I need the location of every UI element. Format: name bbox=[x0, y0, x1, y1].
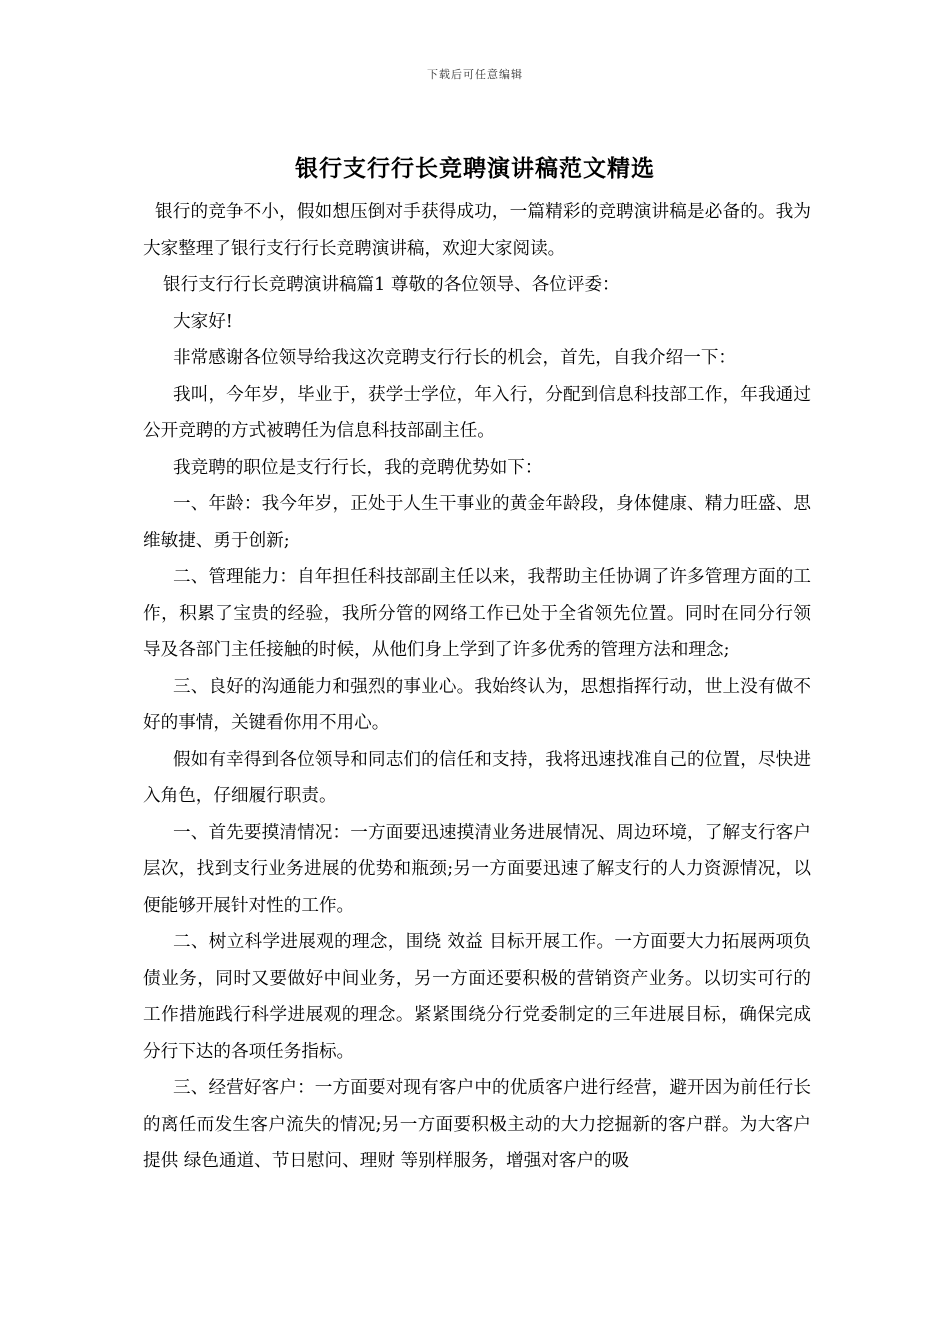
paragraph-plan-two: 二、树立科学进展观的理念，围绕 效益 目标开展工作。一方面要大力拓展两项负债业务，同时又要做好中间业务，另一方面还要积极的营销资产业务。以切实可行的工作措施践行科学进展观的理念。紧紧围绕分行党委制定的三年进展目标，确保完成分行下达的各项任务指标。 bbox=[143, 932, 811, 1062]
paragraph-advantage-age: 一、年龄：我今年岁，正处于人生干事业的黄金年龄段，身体健康、精力旺盛、思维敏捷、勇于创新; bbox=[143, 494, 811, 551]
paragraph-advantage-communication: 三、良好的沟通能力和强烈的事业心。我始终认为，思想指挥行动，世上没有做不好的事情，关键看你用不用心。 bbox=[143, 676, 811, 733]
paragraph-position: 我竞聘的职位是支行行长，我的竞聘优势如下： bbox=[173, 457, 543, 478]
paragraph-commitment: 假如有幸得到各位领导和同志们的信任和支持，我将迅速找准自己的位置，尽快进入角色，仔细履行职责。 bbox=[143, 749, 811, 806]
document-body bbox=[143, 194, 811, 1180]
paragraph-speech-heading: 银行支行行长竞聘演讲稿篇1 尊敬的各位领导、各位评委： bbox=[163, 275, 620, 295]
paragraph-greeting: 大家好! bbox=[173, 311, 233, 332]
paragraph-thanks: 非常感谢各位领导给我这次竞聘支行行长的机会，首先，自我介绍一下： bbox=[173, 348, 737, 368]
header-note: 下载后可任意编辑 bbox=[427, 68, 523, 81]
paragraph-plan-one: 一、首先要摸清情况：一方面要迅速摸清业务进展情况、周边环境，了解支行客户层次，找到支行业务进展的优势和瓶颈;另一方面要迅速了解支行的人力资源情况，以便能够开展针对性的工作。 bbox=[143, 822, 811, 916]
paragraph-advantage-management: 二、管理能力：自年担任科技部副主任以来，我帮助主任协调了许多管理方面的工作，积累了宝贵的经验，我所分管的网络工作已处于全省领先位置。同时在同分行领导及各部门主任接触的时候，从他们身上学到了许多优秀的管理方法和理念; bbox=[143, 567, 811, 660]
document-title: 银行支行行长竞聘演讲稿范文精选 bbox=[295, 155, 655, 182]
paragraph-self-intro: 我叫，今年岁，毕业于，获学士学位，年入行，分配到信息科技部工作，年我通过公开竞聘的方式被聘任为信息科技部副主任。 bbox=[143, 384, 811, 441]
paragraph-intro: 银行的竞争不小，假如想压倒对手获得成功，一篇精彩的竞聘演讲稿是必备的。我为大家整理了银行支行行长竞聘演讲稿，欢迎大家阅读。 bbox=[143, 202, 811, 259]
paragraph-plan-three: 三、经营好客户：一方面要对现有客户中的优质客户进行经营，避开因为前任行长的离任而发生客户流失的情况;另一方面要积极主动的大力挖掘新的客户群。为大客户提供 绿色通道、节日慰问、理财 等别样服务，增强对客户的吸 bbox=[143, 1078, 811, 1171]
